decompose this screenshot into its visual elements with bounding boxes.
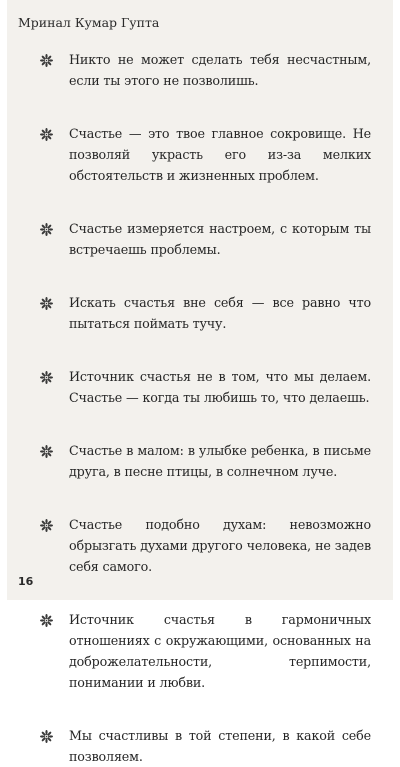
page-number: 16 [18, 575, 34, 588]
running-head: Мринал Кумар Гупта [18, 15, 160, 30]
quote-text: Мы счастливы в той степени, в какой себе позволяем. [69, 728, 371, 764]
quote-text: Счастье — это твое главное сокровище. Не позволяй украсть его из-за мелких обстоятельств и жизненных проблем. [69, 126, 371, 183]
quote-item [39, 609, 371, 693]
quote-text: Источник счастья не в том, что мы делаем. Счастье — когда ты любишь то, что делаешь. [69, 369, 371, 405]
quote-item [39, 366, 371, 408]
sun-flower-icon [39, 518, 54, 533]
quote-item [39, 123, 371, 186]
sun-flower-icon [39, 444, 54, 459]
sun-flower-icon [39, 729, 54, 744]
quote-list [39, 49, 371, 767]
quote-text: Источник счастья в гармоничных отношениях с окружающими, основанных на доброжелательности, терпимости, понимании и любви. [69, 612, 371, 690]
quote-text: Счастье подобно духам: невозможно обрызгать духами другого человека, не задев себя самого. [69, 517, 371, 574]
quote-text: Искать счастья вне себя — все равно что пытаться поймать тучу. [69, 295, 371, 331]
sun-flower-icon [39, 222, 54, 237]
quote-item [39, 725, 371, 767]
sun-flower-icon [39, 296, 54, 311]
quote-text: Счастье в малом: в улыбке ребенка, в письме друга, в песне птицы, в солнечном луче. [69, 443, 371, 479]
quote-item [39, 292, 371, 334]
quote-item [39, 49, 371, 91]
sun-flower-icon [39, 127, 54, 142]
quote-item [39, 514, 371, 577]
sun-flower-icon [39, 53, 54, 68]
quote-text: Счастье измеряется настроем, с которым ты встречаешь проблемы. [69, 221, 371, 257]
sun-flower-icon [39, 370, 54, 385]
sun-flower-icon [39, 613, 54, 628]
quote-item [39, 440, 371, 482]
quote-item [39, 218, 371, 260]
quote-text: Никто не может сделать тебя несчастным, если ты этого не позволишь. [69, 52, 371, 88]
book-page [7, 0, 393, 764]
